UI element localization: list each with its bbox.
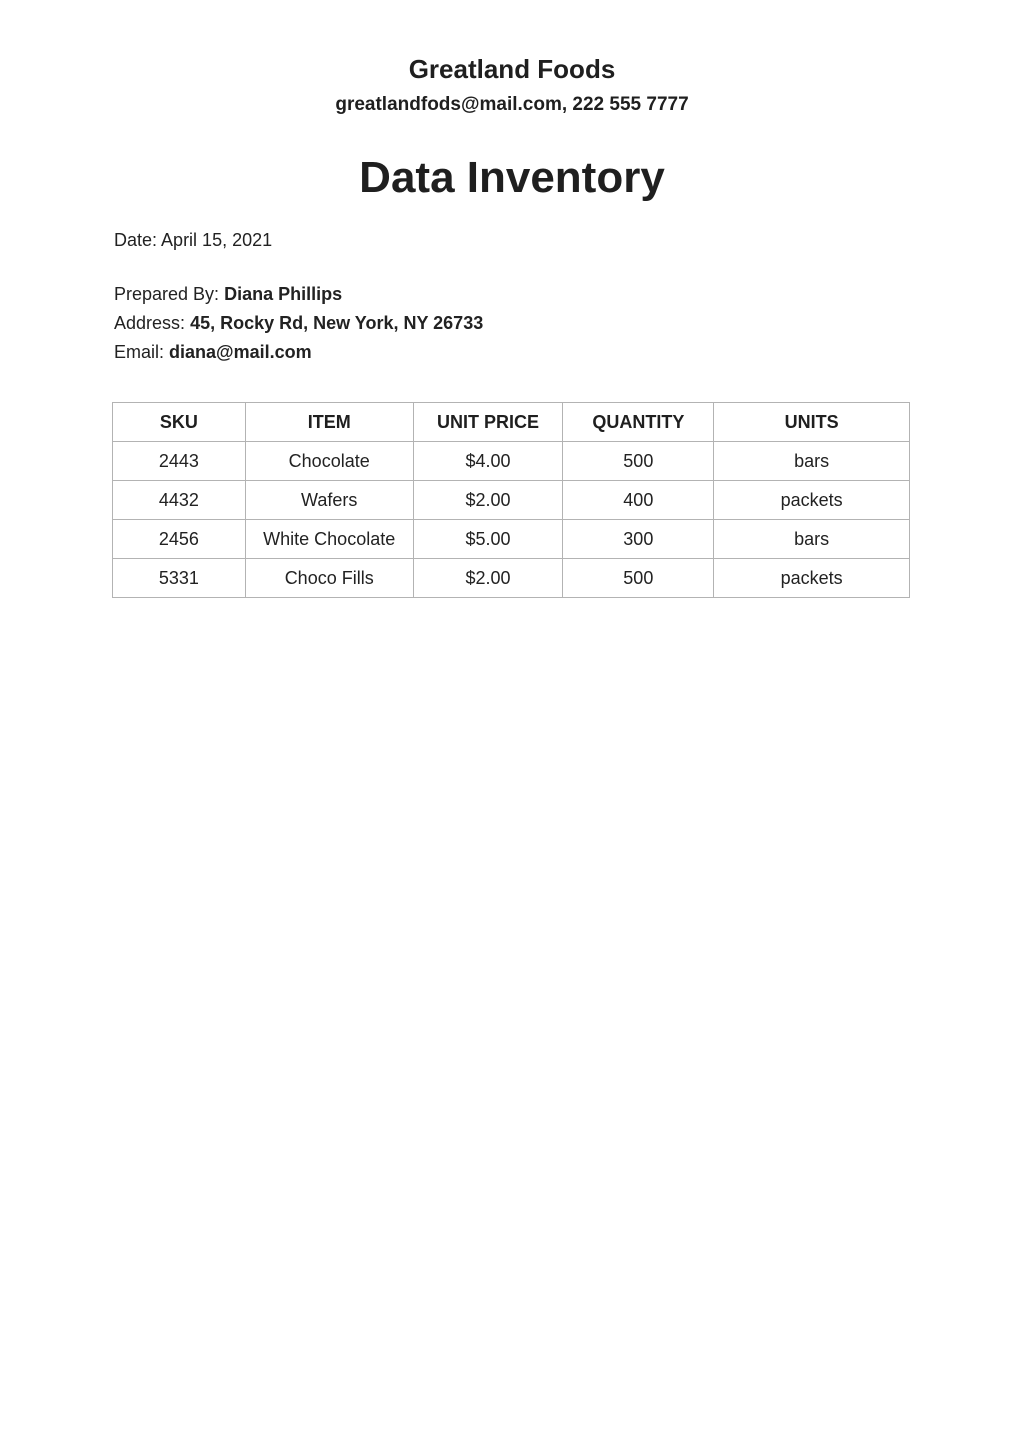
column-header-sku: SKU: [113, 403, 246, 442]
cell-sku: 5331: [113, 559, 246, 598]
email-value: diana@mail.com: [169, 342, 312, 362]
cell-unit-price: $5.00: [413, 520, 563, 559]
table-row: [113, 520, 910, 559]
cell-units: bars: [714, 442, 910, 481]
cell-item: Chocolate: [245, 442, 413, 481]
cell-item: Choco Fills: [245, 559, 413, 598]
date-line: [114, 227, 272, 253]
cell-unit-price: $4.00: [413, 442, 563, 481]
cell-quantity: 400: [563, 481, 714, 520]
company-contact: greatlandfods@mail.com, 222 555 7777: [335, 94, 689, 115]
column-header-unit-price: UNIT PRICE: [413, 403, 563, 442]
cell-quantity: 300: [563, 520, 714, 559]
cell-sku: 2443: [113, 442, 246, 481]
cell-quantity: 500: [563, 559, 714, 598]
table-header-row: [113, 403, 910, 442]
cell-unit-price: $2.00: [413, 481, 563, 520]
cell-item: Wafers: [245, 481, 413, 520]
inventory-table: [112, 402, 910, 598]
cell-item: White Chocolate: [245, 520, 413, 559]
column-header-item: ITEM: [245, 403, 413, 442]
prepared-by-label: Prepared By:: [114, 284, 220, 304]
cell-sku: 2456: [113, 520, 246, 559]
email-label: Email:: [114, 342, 165, 362]
cell-quantity: 500: [563, 442, 714, 481]
document-title: Data Inventory: [359, 153, 665, 202]
table-row: [113, 481, 910, 520]
company-name: Greatland Foods: [408, 54, 616, 84]
prepared-by-line: [114, 281, 342, 307]
cell-unit-price: $2.00: [413, 559, 563, 598]
cell-units: packets: [714, 481, 910, 520]
date-value: April 15, 2021: [161, 230, 273, 250]
date-label: Date:: [114, 230, 158, 250]
address-line: [114, 310, 483, 336]
table-row: [113, 559, 910, 598]
cell-sku: 4432: [113, 481, 246, 520]
column-header-units: UNITS: [714, 403, 910, 442]
address-value: 45, Rocky Rd, New York, NY 26733: [190, 313, 484, 333]
email-line: [114, 339, 312, 365]
column-header-quantity: QUANTITY: [563, 403, 714, 442]
cell-units: bars: [714, 520, 910, 559]
prepared-by-value: Diana Phillips: [224, 284, 343, 304]
cell-units: packets: [714, 559, 910, 598]
table-row: [113, 442, 910, 481]
address-label: Address:: [114, 313, 186, 333]
